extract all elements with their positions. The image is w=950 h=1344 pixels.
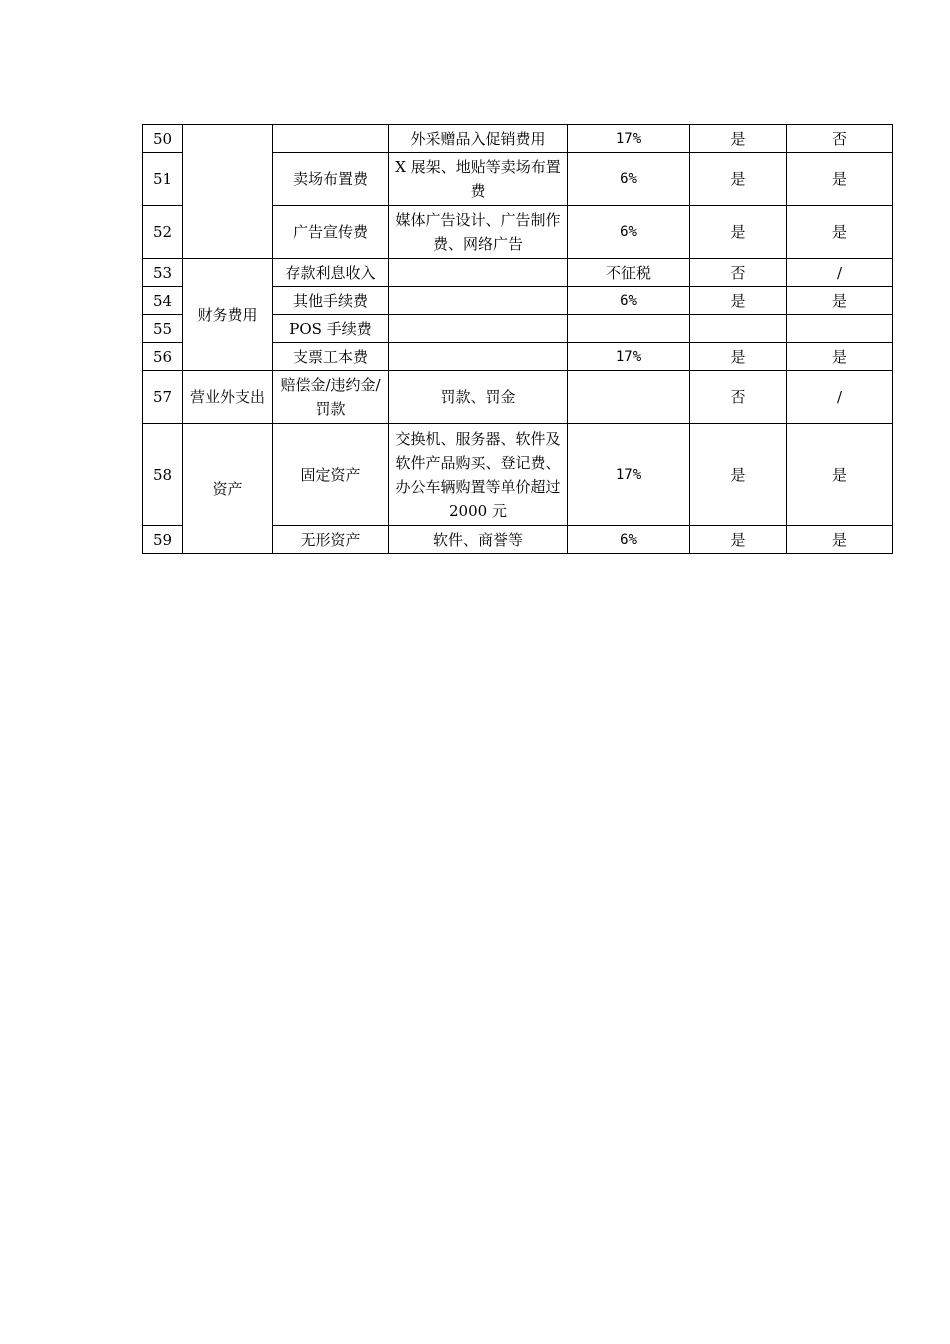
- row-number: 59: [143, 526, 183, 554]
- tax-rate-cell: 17%: [568, 343, 690, 371]
- col5-cell: 否: [690, 259, 787, 287]
- row-number: 57: [143, 371, 183, 424]
- col6-cell: 是: [787, 206, 893, 259]
- col6-cell: 是: [787, 153, 893, 206]
- category-cell: 资产: [183, 424, 273, 554]
- col6-cell: 是: [787, 526, 893, 554]
- item-cell: 固定资产: [273, 424, 389, 526]
- tax-rate-cell: [568, 371, 690, 424]
- tax-rate-cell: 17%: [568, 125, 690, 153]
- tax-rate-cell: 6%: [568, 206, 690, 259]
- expense-tax-table: [142, 124, 893, 554]
- table-row: [143, 371, 893, 424]
- col6-cell: [787, 315, 893, 343]
- row-number: 54: [143, 287, 183, 315]
- description-cell: 软件、商誉等: [389, 526, 568, 554]
- row-number: 52: [143, 206, 183, 259]
- item-cell: POS 手续费: [273, 315, 389, 343]
- col5-cell: 否: [690, 371, 787, 424]
- category-cell: 营业外支出: [183, 371, 273, 424]
- col6-cell: 是: [787, 424, 893, 526]
- col5-cell: 是: [690, 206, 787, 259]
- row-number: 51: [143, 153, 183, 206]
- col6-cell: /: [787, 371, 893, 424]
- description-cell: 媒体广告设计、广告制作费、网络广告: [389, 206, 568, 259]
- table-row: [143, 125, 893, 153]
- item-cell: 赔偿金/违约金/罚款: [273, 371, 389, 424]
- category-cell-empty: [183, 125, 273, 259]
- col5-cell: 是: [690, 526, 787, 554]
- description-cell: [389, 343, 568, 371]
- row-number: 58: [143, 424, 183, 526]
- row-number: 50: [143, 125, 183, 153]
- description-cell: [389, 287, 568, 315]
- item-cell: 其他手续费: [273, 287, 389, 315]
- col5-cell: 是: [690, 125, 787, 153]
- item-cell: 卖场布置费: [273, 153, 389, 206]
- table-row: [143, 424, 893, 526]
- item-cell: 广告宣传费: [273, 206, 389, 259]
- description-cell: 罚款、罚金: [389, 371, 568, 424]
- col5-cell: 是: [690, 153, 787, 206]
- col5-cell: 是: [690, 424, 787, 526]
- col6-cell: 否: [787, 125, 893, 153]
- col6-cell: 是: [787, 287, 893, 315]
- row-number: 55: [143, 315, 183, 343]
- tax-rate-cell: 6%: [568, 526, 690, 554]
- tax-rate-cell: 6%: [568, 153, 690, 206]
- table-row: [143, 259, 893, 287]
- item-cell: [273, 125, 389, 153]
- description-cell: X 展架、地贴等卖场布置费: [389, 153, 568, 206]
- row-number: 53: [143, 259, 183, 287]
- row-number: 56: [143, 343, 183, 371]
- description-cell: 外采赠品入促销费用: [389, 125, 568, 153]
- tax-rate-cell: 6%: [568, 287, 690, 315]
- col5-cell: [690, 315, 787, 343]
- description-cell: [389, 315, 568, 343]
- description-cell: 交换机、服务器、软件及软件产品购买、登记费、办公车辆购置等单价超过 2000 元: [389, 424, 568, 526]
- tax-rate-cell: [568, 315, 690, 343]
- item-cell: 存款利息收入: [273, 259, 389, 287]
- item-cell: 无形资产: [273, 526, 389, 554]
- tax-rate-cell: 17%: [568, 424, 690, 526]
- col6-cell: /: [787, 259, 893, 287]
- col6-cell: 是: [787, 343, 893, 371]
- col5-cell: 是: [690, 343, 787, 371]
- col5-cell: 是: [690, 287, 787, 315]
- item-cell: 支票工本费: [273, 343, 389, 371]
- category-cell: 财务费用: [183, 259, 273, 371]
- tax-rate-cell: 不征税: [568, 259, 690, 287]
- description-cell: [389, 259, 568, 287]
